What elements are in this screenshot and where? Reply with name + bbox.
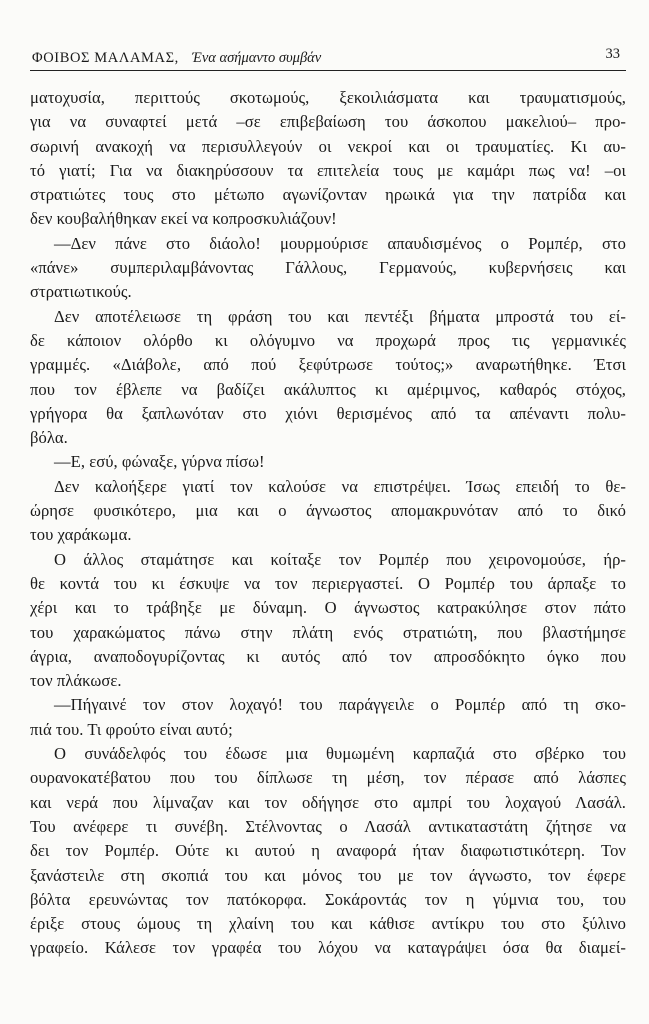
text-line: δει τον Ρομπέρ. Ούτε κι αυτού η αναφορά ήταν διαφωτιστικότερη. Τον — [30, 841, 626, 861]
text-line: πιά του. Τι φρούτο είναι αυτό; — [30, 719, 233, 739]
text-line: Του ανέφερε τι συνέβη. Στέλνοντας ο Λασάλ αντικαταστάτη ζήτησε να — [30, 816, 626, 836]
text-line: Ο συνάδελφός του έδωσε μια θυμωμένη καρπαζιά στο σβέρκο του — [54, 744, 626, 764]
text-line: ματοχυσία, περιττούς σκοτωμούς, ξεκοιλιάσματα και τραυματισμούς, — [30, 88, 626, 107]
text-line: δεν κουβαλήθηκαν εκεί να κοπροσκυλιάζουν! — [30, 209, 337, 229]
text-line: γραφείο. Κάλεσε τον γραφέα του λόχου να καταγράψει όσα θα διαμεί- — [30, 938, 626, 958]
text-line: θε κοντά του κι έσκυψε να τον περιεργαστεί. Ο Ρομπέρ του άρπαξε το — [30, 573, 626, 593]
text-line: τό γιατί; Για να διακηρύσσουν τα επιτελεία τους με καμάρι πως να! –οι — [30, 160, 626, 180]
text-line: έριξε στους ώμους τη χλαίνη του και κάθισε αντίκρυ του στο ξύλινο — [30, 914, 626, 934]
text-line: ουρανοκατέβατου που του δίπλωσε τη μέση, τον πέρασε από λάσπες — [30, 768, 626, 788]
running-header — [30, 44, 626, 71]
text-line: «πάνε» συμπεριλαμβάνοντας Γάλλους, Γερμανούς, κυβερνήσεις και — [30, 258, 626, 278]
text-line: βόλτα ερευνώντας τον πατόκορφα. Σοκάροντάς τον η γύμνια του, του — [30, 889, 626, 909]
text-line: —Ε, εσύ, φώναξε, γύρνα πίσω! — [54, 452, 265, 472]
page-number: 33 — [605, 46, 620, 62]
text-line: που τον έβλεπε να βαδίζει ακάλυπτος κι αμέριμνος, καθαρός στόχος, — [30, 379, 626, 399]
text-line: του χαρακώματος πάνω στην πλάτη ενός στρατιώτη, που βλαστήμησε — [30, 622, 626, 642]
text-line: σωρινή ανακοχή να περισυλλεγούν οι νεκροί και οι τραυματίες. Κι αυ- — [30, 136, 626, 156]
text-line: ξανάστειλε στη σκοπιά του και μόνος του με τον άγνωστο, τον έφερε — [30, 865, 626, 885]
text-line: —Πήγαινέ τον στον λοχαγό! του παράγγειλε ο Ρομπέρ από τη σκο- — [54, 695, 626, 715]
text-line: βόλα. — [30, 428, 68, 448]
text-line: τον πλάκωσε. — [30, 671, 122, 691]
text-line: δε κάποιον ολόρθο κι ολόγυμνο να προχωρά προς τις γερμανικές — [30, 330, 626, 350]
text-line: στρατιωτικούς. — [30, 282, 132, 302]
header-author: ΦΟΙΒΟΣ ΜΑΛΑΜΑΣ, — [32, 50, 179, 66]
text-line: γρήγορα θα ξαπλωνόταν στο χιόνι θερισμένος από τα απέναντι πολυ- — [30, 403, 626, 423]
text-line: Δεν αποτέλειωσε τη φράση του και πεντέξι βήματα μπροστά του εί- — [54, 306, 626, 326]
text-line: ώρησε φυσικότερο, μια και ο άγνωστος απομακρυνόταν από το δικό — [30, 501, 626, 521]
text-line: Ο άλλος σταμάτησε και κοίταξε τον Ρομπέρ που χειρονομούσε, ήρ- — [54, 549, 626, 569]
text-line: —Δεν πάνε στο διάολο! μουρμούρισε απαυδισμένος ο Ρομπέρ, στο — [54, 233, 626, 253]
text-line: για να συναφτεί μετά –σε επιβεβαίωση του άσκοπου μακελιού– προ- — [30, 112, 626, 132]
text-line: στρατιώτες τους στο μέτωπο αγωνίζονταν ηρωικά για την πατρίδα και — [30, 185, 626, 205]
text-line: Δεν καλοήξερε γιατί τον καλούσε να επιστρέψει. Ίσως επειδή το θε- — [54, 476, 626, 496]
text-line: άγρια, αναποδογυρίζοντας κι αυτός από τον απροσδόκητο όγκο που — [30, 646, 626, 666]
header-title: Ένα ασήμαντο συμβάν — [192, 50, 322, 66]
text-line: του χαράκωμα. — [30, 525, 132, 545]
body-text — [30, 86, 626, 961]
text-line: γραμμές. «Διάβολε, από πού ξεφύτρωσε τούτος;» αναρωτήθηκε. Έτσι — [30, 355, 626, 375]
text-line: χέρι και το τράβηξε με δύναμη. Ο άγνωστος κατρακύλησε στον πάτο — [30, 598, 626, 618]
text-line: και νερά που λίμναζαν και τον οδήγησε στο αμπρί του λοχαγού Λασάλ. — [30, 792, 626, 812]
